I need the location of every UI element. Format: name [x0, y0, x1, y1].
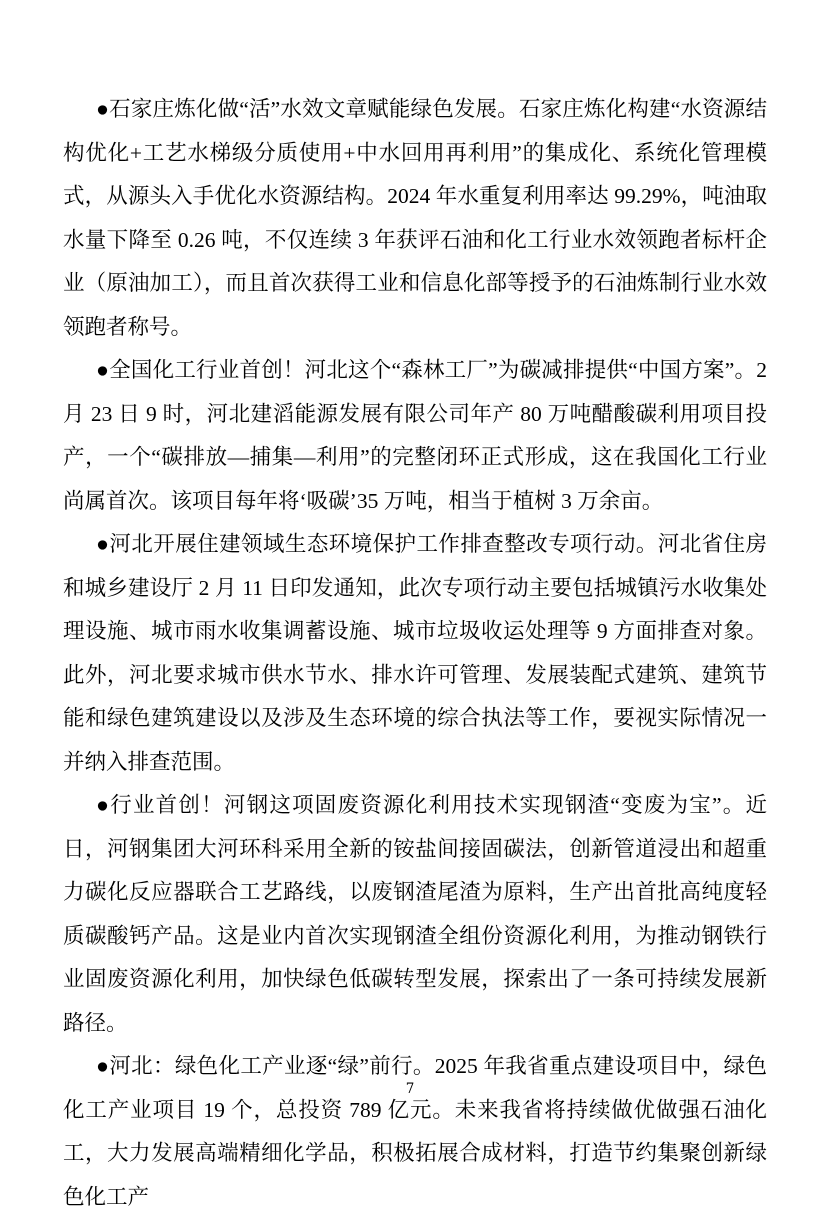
document-text-area — [63, 88, 767, 1219]
news-paragraph-green-chemical-industry: ●河北：绿色化工产业逐“绿”前行。2025 年我省重点建设项目中，绿色化工产业项目 19 个，总投资 789 亿元。未来我省将持续做优做强石油化工，大力发展高端精细化学品，积极拓展合成材料，打造节约集聚创新绿色化工产 — [63, 1054, 767, 1209]
news-paragraph-hbis-steel-slag: ●行业首创！河钢这项固废资源化利用技术实现钢渣“变废为宝”。近日，河钢集团大河环科采用全新的铵盐间接固碳法，创新管道浸出和超重力碳化反应器联合工艺路线，以废钢渣尾渣为原料，生产出首批高纯度轻质碳酸钙产品。这是业内首次实现钢渣全组份资源化利用，为推动钢铁行业固废资源化利用，加快绿色低碳转型发展，探索出了一条可持续发展新路径。 — [63, 793, 767, 1035]
news-paragraph-forest-factory-carbon: ●全国化工行业首创！河北这个“森林工厂”为碳减排提供“中国方案”。2 月 23 日 9 时，河北建滔能源发展有限公司年产 80 万吨醋酸碳利用项目投产，一个“碳排放—捕集—利用”的完整闭环正式形成，这在我国化工行业尚属首次。该项目每年将‘吸碳’35 万吨，相当于植树 3 万余亩。 — [63, 358, 767, 513]
news-paragraph-housing-environment-inspection: ●河北开展住建领域生态环境保护工作排查整改专项行动。河北省住房和城乡建设厅 2 月 11 日印发通知，此次专项行动主要包括城镇污水收集处理设施、城市雨水收集调蓄设施、城市垃圾收运处理等 9 方面排查对象。此外，河北要求城市供水节水、排水许可管理、发展装配式建筑、建筑节能和绿色建筑建设以及涉及生态环境的综合执法等工作，要视实际情况一并纳入排查范围。 — [63, 532, 767, 774]
page-number: 7 — [405, 1081, 415, 1097]
news-paragraph-shijiazhuang-water-efficiency: ●石家庄炼化做“活”水效文章赋能绿色发展。石家庄炼化构建“水资源结构优化+工艺水梯级分质使用+中水回用再利用”的集成化、系统化管理模式，从源头入手优化水资源结构。2024 年水重复利用率达 99.29%，吨油取水量下降至 0.26 吨，不仅连续 3 年获评石油和化工行业水效领跑者标杆企业（原油加工），而且首次获得工业和信息化部等授予的石油炼制行业水效领跑者称号。 — [63, 97, 767, 339]
page-footer — [0, 1080, 820, 1098]
